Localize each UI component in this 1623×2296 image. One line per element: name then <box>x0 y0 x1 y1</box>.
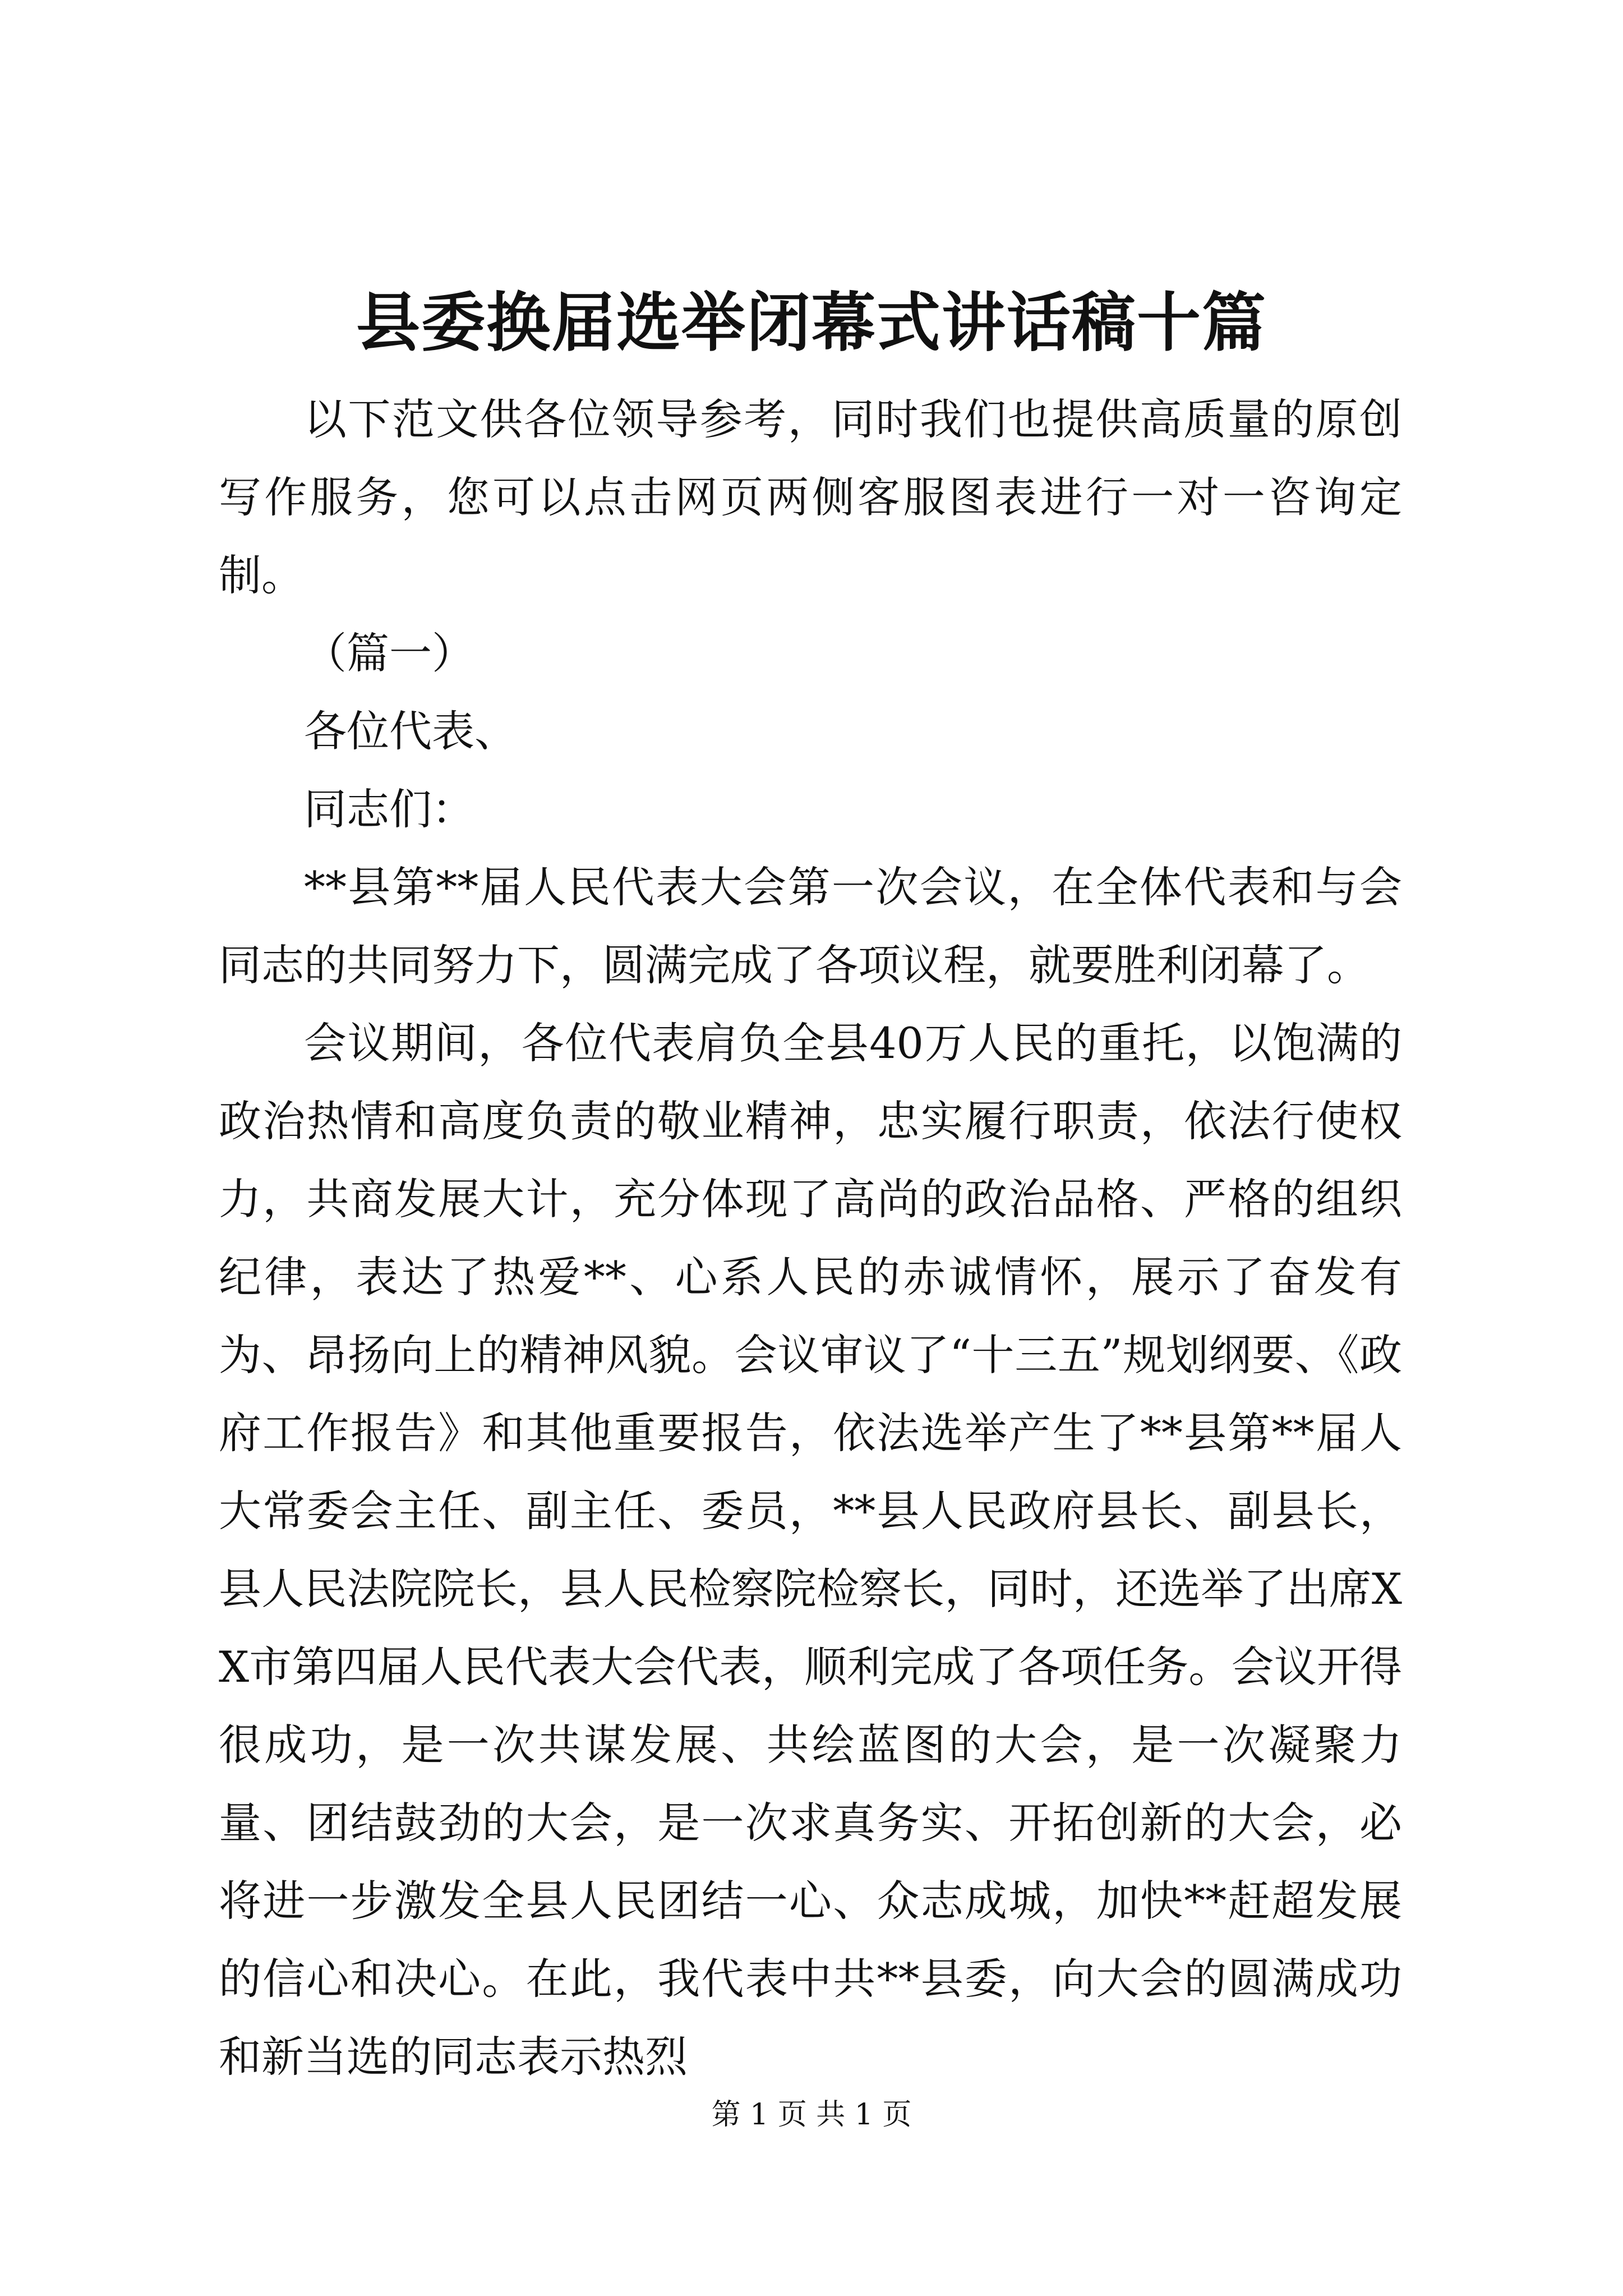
body-paragraph-1: **县第**届人民代表大会第一次会议，在全体代表和与会同志的共同努力下，圆满完成了各项议程，就要胜利闭幕了。 <box>219 862 1402 990</box>
body-paragraph-2: 会议期间，各位代表肩负全县40万人民的重托，以饱满的政治热情和高度负责的敬业精神，忠实履行职责，依法行使权力，共商发展大计，充分体现了高尚的政治品格、严格的组织纪律，表达了热爱**、心系人民的赤诚情怀，展示了奋发有为、昂扬向上的精神风貌。会议审议了“十三五”规划纲要、《政府工作报告》和其他重要报告，依法选举产生了**县第**届人大常委会主任、副主任、委员，**县人民政府县长、副县长，县人民法院院长，县人民检察院检察长，同时，还选举了出席XX市第四届人民代表大会代表，顺利完成了各项任务。会议开得很成功，是一次共谋发展、共绘蓝图的大会，是一次凝聚力量、团结鼓劲的大会，是一次求真务实、开拓创新的大会，必将进一步激发全县人民团结一心、众志成城，加快**赶超发展的信心和决心。在此，我代表中共**县委，向大会的圆满成功和新当选的同志表示热烈 <box>219 1018 1402 2082</box>
salutation-line-1: 各位代表、 <box>304 706 517 756</box>
section-heading: （篇一） <box>304 628 474 678</box>
document-title: 县委换届选举闭幕式讲话稿十篇 <box>356 285 1267 360</box>
intro-paragraph: 以下范文供各位领导参考，同时我们也提供高质量的原创写作服务，您可以点击网页两侧客服图表进行一对一咨询定制。 <box>219 394 1402 600</box>
document-body <box>219 380 1402 2096</box>
page-number-footer: 第 1 页 共 1 页 <box>711 2098 912 2132</box>
salutation-line-2: 同志们： <box>304 784 474 834</box>
